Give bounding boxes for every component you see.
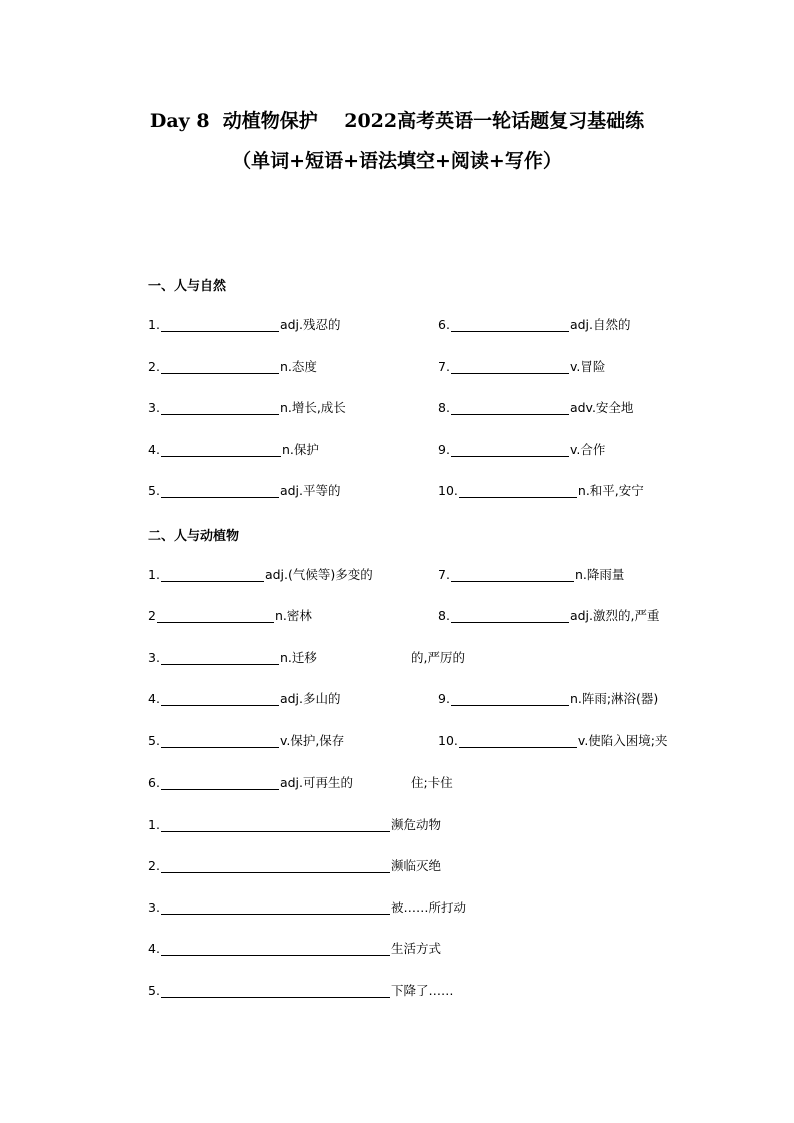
page-title-line2: （单词+短语+语法填空+阅读+写作） — [232, 150, 562, 172]
answer-blank[interactable] — [157, 608, 274, 623]
item-number: 2 — [148, 608, 156, 623]
answer-blank[interactable] — [161, 650, 279, 665]
answer-blank[interactable] — [451, 400, 569, 415]
s1-item-4 — [148, 441, 319, 459]
item-definition: 被……所打动 — [390, 900, 466, 915]
answer-blank[interactable] — [451, 691, 569, 706]
s2-item-2 — [148, 607, 312, 625]
s2-item-7 — [438, 566, 624, 584]
item-number: 1. — [148, 817, 160, 832]
answer-blank[interactable] — [459, 733, 577, 748]
answer-blank[interactable] — [161, 567, 264, 582]
item-definition: adj.(气候等)多变的 — [264, 567, 373, 582]
s1-item-5 — [148, 482, 340, 500]
s1-item-9 — [438, 441, 605, 459]
s2-item-10 — [438, 732, 668, 750]
item-definition: adj.激烈的,严重 — [569, 608, 660, 623]
item-definition: 濒危动物 — [390, 817, 441, 832]
item-definition: n.阵雨;淋浴(器) — [569, 691, 659, 706]
item-definition: n.降雨量 — [574, 567, 625, 582]
s2-item-4 — [148, 690, 340, 708]
item-number: 5. — [148, 483, 160, 498]
item-definition: adv.安全地 — [569, 400, 634, 415]
phrase-item-2 — [148, 857, 441, 875]
s1-item-2 — [148, 358, 317, 376]
item-definition: adj.多山的 — [279, 691, 341, 706]
s2-item-3 — [148, 649, 317, 667]
item-definition: 生活方式 — [390, 941, 441, 956]
item-number: 9. — [438, 691, 450, 706]
s2-item-8-continuation: 的,严厉的 — [411, 650, 465, 665]
item-definition: adj.自然的 — [569, 317, 631, 332]
answer-blank[interactable] — [161, 483, 279, 498]
item-definition: n.迁移 — [279, 650, 317, 665]
item-number: 3. — [148, 650, 160, 665]
item-number: 7. — [438, 567, 450, 582]
item-number: 5. — [148, 733, 160, 748]
item-number: 1. — [148, 317, 160, 332]
item-number: 3. — [148, 900, 160, 915]
item-definition: adj.残忍的 — [279, 317, 341, 332]
item-number: 7. — [438, 359, 450, 374]
item-definition: n.增长,成长 — [279, 400, 346, 415]
s2-item-5 — [148, 732, 344, 750]
s2-item-10-continuation: 住;卡住 — [411, 775, 453, 790]
answer-blank[interactable] — [161, 400, 279, 415]
answer-blank[interactable] — [161, 900, 390, 915]
item-definition: 下降了…… — [390, 983, 454, 998]
answer-blank[interactable] — [451, 567, 574, 582]
answer-blank[interactable] — [451, 317, 569, 332]
answer-blank[interactable] — [451, 359, 569, 374]
answer-blank[interactable] — [161, 691, 279, 706]
answer-blank[interactable] — [161, 359, 279, 374]
item-definition: v.使陷入困境;夹 — [577, 733, 668, 748]
item-number: 8. — [438, 400, 450, 415]
answer-blank[interactable] — [161, 442, 281, 457]
s1-item-7 — [438, 358, 605, 376]
section2-heading: 二、人与动植物 — [148, 529, 240, 544]
item-number: 4. — [148, 442, 160, 457]
answer-blank[interactable] — [451, 442, 569, 457]
item-definition: 濒临灭绝 — [390, 858, 441, 873]
s2-item-1 — [148, 566, 373, 584]
item-definition: v.冒险 — [569, 359, 606, 374]
answer-blank[interactable] — [161, 817, 390, 832]
item-definition: adj.可再生的 — [279, 775, 353, 790]
item-definition: n.密林 — [274, 608, 312, 623]
phrase-item-5 — [148, 982, 453, 1000]
item-number: 4. — [148, 691, 160, 706]
s1-item-8 — [438, 399, 633, 417]
item-number: 10. — [438, 483, 458, 498]
answer-blank[interactable] — [451, 608, 569, 623]
item-number: 2. — [148, 359, 160, 374]
s1-item-10 — [438, 482, 644, 500]
s2-item-6 — [148, 774, 353, 792]
item-definition: v.保护,保存 — [279, 733, 345, 748]
item-number: 6. — [148, 775, 160, 790]
answer-blank[interactable] — [459, 483, 577, 498]
answer-blank[interactable] — [161, 775, 279, 790]
item-number: 5. — [148, 983, 160, 998]
s2-item-9 — [438, 690, 658, 708]
item-definition: n.保护 — [281, 442, 319, 457]
item-number: 10. — [438, 733, 458, 748]
phrase-item-3 — [148, 899, 466, 917]
item-definition: v.合作 — [569, 442, 606, 457]
section1-heading: 一、人与自然 — [148, 279, 227, 294]
item-number: 3. — [148, 400, 160, 415]
answer-blank[interactable] — [161, 858, 390, 873]
s1-item-1 — [148, 316, 340, 334]
answer-blank[interactable] — [161, 733, 279, 748]
item-definition: n.和平,安宁 — [577, 483, 644, 498]
phrase-item-4 — [148, 940, 441, 958]
item-definition: adj.平等的 — [279, 483, 341, 498]
s2-item-8 — [438, 607, 659, 625]
item-number: 4. — [148, 941, 160, 956]
item-number: 6. — [438, 317, 450, 332]
s1-item-6 — [438, 316, 630, 334]
page-title-line1: Day 8 动植物保护 2022高考英语一轮话题复习基础练 — [149, 110, 645, 132]
item-number: 1. — [148, 567, 160, 582]
item-definition: n.态度 — [279, 359, 317, 374]
answer-blank[interactable] — [161, 983, 390, 998]
item-number: 2. — [148, 858, 160, 873]
phrase-item-1 — [148, 816, 441, 834]
item-number: 9. — [438, 442, 450, 457]
s1-item-3 — [148, 399, 346, 417]
answer-blank[interactable] — [161, 941, 390, 956]
answer-blank[interactable] — [161, 317, 279, 332]
item-number: 8. — [438, 608, 450, 623]
